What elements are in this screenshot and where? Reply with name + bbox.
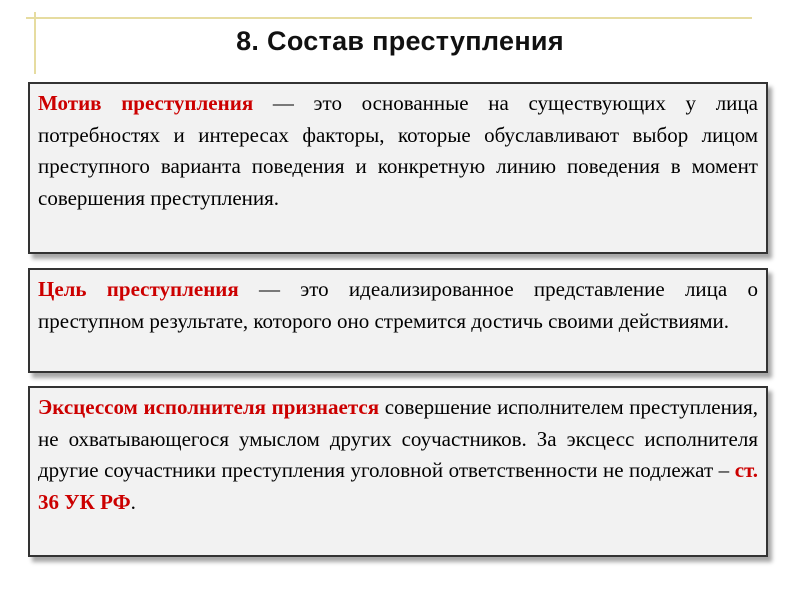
goal-term: Цель преступления (38, 277, 239, 301)
goal-text: — это идеализированное представление лица о преступном результате, которого оно стремится достичь своими действиями. (38, 277, 758, 333)
motive-term: Мотив преступления (38, 91, 254, 115)
goal-definition-box (28, 268, 768, 373)
slide-title: 8. Состав преступления (236, 26, 564, 56)
law-article-reference: ст. 36 УК РФ (38, 458, 758, 514)
excess-end: . (130, 489, 136, 514)
excess-text: совершение исполнителем преступления, не охватывающегося умыслом других соучастников. За эксцесс исполнителя другие соучастники преступления уголовной ответственности не подлежат – (38, 395, 758, 482)
motive-text: — это основанные на существующих у лица потребностях и интересах факторы, которые обуславливают выбор лицом преступного варианта поведения и конкретную линию поведения в момент совершения преступления. (38, 91, 758, 210)
excess-term: Эксцессом исполнителя признается (38, 395, 380, 419)
decorative-top-line (26, 17, 752, 19)
excess-definition-box (28, 386, 768, 557)
motive-definition-box (28, 82, 768, 254)
